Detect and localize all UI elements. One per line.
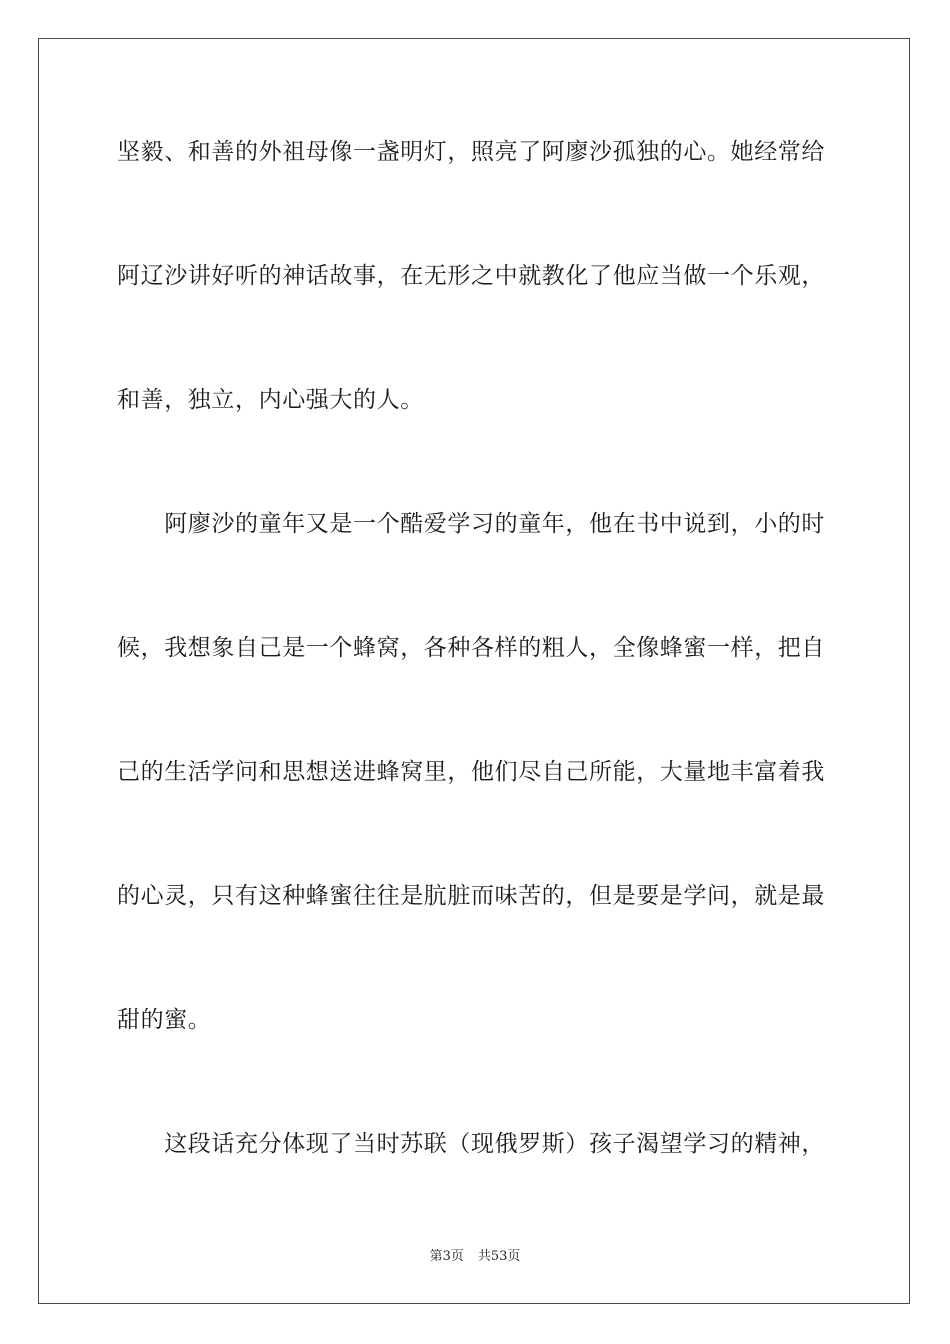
paragraph-line: 己的生活学问和思想送进蜂窝里，他们尽自己所能，大量地丰富着我: [117, 759, 825, 785]
paragraph-line: 阿廖沙的童年又是一个酷爱学习的童年，他在书中说到，小的时: [117, 511, 825, 537]
paragraph-line: 候，我想象自己是一个蜂窝，各种各样的粗人，全像蜂蜜一样，把自: [117, 635, 825, 661]
paragraph-line: 坚毅、和善的外祖母像一盏明灯，照亮了阿廖沙孤独的心。她经常给: [117, 139, 825, 165]
paragraph-line: 阿辽沙讲好听的神话故事，在无形之中就教化了他应当做一个乐观，: [117, 263, 825, 289]
paragraph-line: 甜的蜜。: [117, 1007, 212, 1033]
page-footer: [0, 1248, 950, 1266]
paragraph-line: 这段话充分体现了当时苏联（现俄罗斯）孩子渴望学习的精神，: [117, 1131, 825, 1157]
page-number: 第3页: [429, 1249, 464, 1264]
paragraph-line: 的心灵，只有这种蜂蜜往往是肮脏而味苦的，但是要是学问，就是最: [117, 883, 825, 909]
page-border: [38, 38, 910, 1304]
total-pages: 共53页: [477, 1249, 521, 1264]
paragraph-line: 和善，独立，内心强大的人。: [117, 387, 424, 413]
